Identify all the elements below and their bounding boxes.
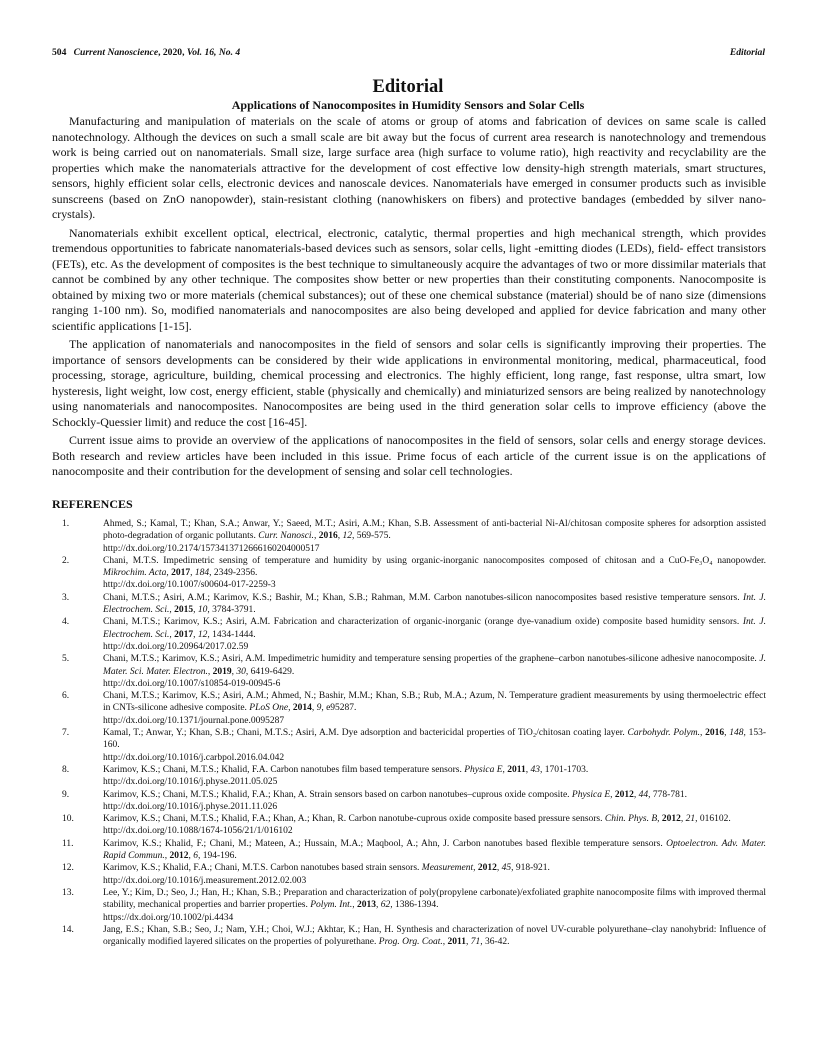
reference-doi-link[interactable]: http://dx.doi.org/10.1007/s00604-017-2259-3 — [103, 580, 276, 591]
reference-number: 12. — [62, 863, 74, 874]
reference-text: Kamal, T.; Anwar, Y.; Khan, S.B.; Chani, M.T.S.; Asiri, A.M. Dye adsorption and bactericidal properties of TiO₂/chitosan coating layer. Carbohydr. Polym., 2016, 148, 153-160. http://dx.doi.org/10.1016/j.carbpol.2016.04.042 — [103, 728, 767, 763]
reference-text: Ahmed, S.; Kamal, T.; Khan, S.A.; Anwar, Y.; Saeed, M.T.; Asiri, A.M.; Khan, S.B. Assessment of anti-bacterial Ni-Al/chitosan composite spheres for adsorption assisted photo-degradation of organic pollutants. Curr. Nanosci., 2016, 12, 569-575. http://dx.doi.org/10.2174/1573413712666160204000517 — [103, 519, 766, 554]
reference-doi-link[interactable]: http://dx.doi.org/10.1016/j.measurement.2012.02.003 — [103, 875, 307, 886]
paragraph: Current issue aims to provide an overview of the applications of nanocomposites in the field of sensors, solar cells and energy storage devices. Both research and review articles have been included in this issue. Prime focus of each article of the current issue is on the applications of nanocomposite and their contribution for the development of sensing and solar cell technologies. — [52, 433, 766, 478]
reference-authors-title: Chani, M.T.S. Impedimetric sensing of temperature and humidity by using organic-inorganic nanocomposites composed of chitosan and a CuO-Fe₃O₄ nanopowder. — [103, 555, 766, 566]
reference-text: Lee, Y.; Kim, D.; Seo, J.; Han, H.; Khan, S.B.; Preparation and characterization of poly(propylene carbonate)/exfoliated graphite nanocomposite films with improved thermal stability, mechanical properties and barrier properties. Polym. Int., 2013, 62, 1386-1394. https://dx.doi.org/10.1002/pi.4434 — [103, 887, 766, 923]
reference-number: 13. — [62, 887, 74, 898]
reference-doi-link[interactable]: http://dx.doi.org/10.20964/2017.02.59 — [103, 641, 249, 652]
reference-pages: 1434-1444. — [212, 629, 256, 640]
reference-text: Karimov, K.S.; Khalid, F.A.; Chani, M.T.S. Carbon nanotubes based strain sensors. Measurement, 2012, 45, 918-921. http://dx.doi.org/10.1016/j.measurement.2012.02.003 — [103, 862, 766, 887]
reference-authors-title: Chani, M.T.S.; Karimov, K.S.; Asiri, A.M.; Ahmed, N.; Bashir, M.M.; Khan, S.B.; Rub, M.A.; Azum, N. Temperature gradient measurements by using thermoelectric effect in CNTs-silicone adhesive composite. — [103, 691, 766, 714]
reference-authors-title: Lee, Y.; Kim, D.; Seo, J.; Han, H.; Khan, S.B.; Preparation and characterization of poly(propylene carbonate)/exfoliated graphite nanocomposite films with improved thermal stability, mechanical properties and barrier properties. — [103, 887, 766, 911]
reference-pages: 016102. — [699, 814, 731, 825]
reference-journal: Chin. Phys. B — [604, 814, 658, 825]
reference-doi-link[interactable]: http://dx.doi.org/10.1007/s10854-019-00945-6 — [103, 678, 281, 689]
reference-volume: 9 — [316, 703, 322, 714]
reference-pages: 1701-1703. — [544, 764, 589, 775]
article-body — [52, 114, 766, 483]
reference-doi-link[interactable]: http://dx.doi.org/10.1016/j.physe.2011.11.026 — [103, 801, 278, 812]
reference-year: 2017 — [174, 629, 194, 640]
reference-item — [52, 727, 766, 764]
reference-text: Karimov, K.S.; Khalid, F.; Chani, M.; Mateen, A.; Hussain, M.A.; Maqbool, A.; Ahn, J. Carbon nanotubes based flexible temperature sensors. Optoelectron. Adv. Mater. Rapid Commun., 2012, 6, 194-196. — [103, 838, 766, 862]
reference-item — [52, 862, 766, 887]
reference-journal: Physica E — [571, 789, 611, 800]
reference-journal: Carbohydr. Polym. — [627, 728, 700, 739]
reference-journal: Prog. Org. Coat. — [378, 937, 443, 948]
reference-number: 3. — [62, 592, 70, 603]
reference-number: 11. — [62, 838, 74, 849]
reference-text: Karimov, K.S.; Chani, M.T.S.; Khalid, F.A.; Khan, A.; Khan, R. Carbon nanotube-cuprous oxide composite based pressure sensors. Chin. Phys. B, 2012, 21, 016102. http://dx.doi.org/10.1088/1674-1056/21/1/016102 — [103, 813, 766, 838]
reference-item — [52, 653, 766, 690]
reference-year: 2017 — [171, 568, 191, 579]
reference-authors-title: Karimov, K.S.; Chani, M.T.S.; Khalid, F.A.; Khan, A. Strain sensors based on carbon nanotubes–cuprous oxide composite. — [103, 789, 572, 800]
reference-pages: 2349-2356. — [213, 568, 258, 579]
reference-doi-link[interactable]: http://dx.doi.org/10.1088/1674-1056/21/1/016102 — [103, 826, 293, 837]
reference-authors-title: Jang, E.S.; Khan, S.B.; Seo, J.; Nam, Y.H.; Choi, W.J.; Akhtar, K.; Han, H. Synthesis and characterization of novel UV-curable polyurethane–clay nanohybrid: Influence of organically modified layered silicates on the properties of polyurethane. — [103, 924, 766, 948]
journal-volume: Vol. 16, No. 4 — [186, 47, 241, 58]
reference-year: 2012 — [169, 851, 189, 862]
reference-year: 2012 — [477, 863, 497, 874]
reference-text: Karimov, K.S.; Chani, M.T.S.; Khalid, F.A.; Khan, A. Strain sensors based on carbon nanotubes–cuprous oxide composite. Physica E, 2012, 44, 778-781. http://dx.doi.org/10.1016/j.physe.2011.11.026 — [103, 789, 766, 814]
reference-year: 2015 — [174, 605, 194, 616]
paragraph: Nanomaterials exhibit excellent optical, electrical, electronic, catalytic, thermal properties and high mechanical strength, which provides tremendous opportunities to fabricate nanomaterials-based devices such as sensors, solar cells, light -emitting diodes (LEDs), field- effect transistors (FETs), etc. As the development of composites is the best technique to simultaneously acquire the advantages of two or more dissimilar materials that cannot be combined by any other technique. The composites show better or new properties than their constituting components. Nanocomposite is obtained by mixing two or more materials (chemical substances); out of these one chemical substance (material) should be of nano size (dimensions ranging 1-100 nm). So, modified nanomaterials and nanocomposites are also being developed and applied for device fabrication and many other scientific applications [1-15]. — [52, 225, 766, 333]
reference-authors-title: Chani, M.T.S.; Karimov, K.S.; Asiri, A.M. Impedimetric humidity and temperature sensing properties of the graphene–carbon nanotubes-silicone adhesive nanocomposite. — [103, 654, 760, 665]
reference-text: Karimov, K.S.; Chani, M.T.S.; Khalid, F.A. Carbon nanotubes film based temperature sensors. Physica E, 2011, 43, 1701-1703. http://dx.doi.org/10.1016/j.physe.2011.05.025 — [103, 764, 766, 789]
article-subtitle: Applications of Nanocomposites in Humidity Sensors and Solar Cells — [231, 98, 585, 112]
reference-authors-title: Kamal, T.; Anwar, Y.; Khan, S.B.; Chani, M.T.S.; Asiri, A.M. Dye adsorption and bactericidal properties of TiO₂/chitosan coating layer. — [103, 728, 628, 739]
page-title: Editorial — [372, 77, 444, 97]
reference-number: 7. — [62, 728, 70, 739]
reference-item — [52, 838, 766, 863]
reference-authors-title: Karimov, K.S.; Khalid, F.A.; Chani, M.T.S. Carbon nanotubes based strain sensors. — [103, 863, 422, 874]
reference-item — [52, 518, 766, 555]
reference-item — [52, 616, 766, 653]
reference-journal: J. Mater. Sci. Mater. Electron. — [103, 654, 766, 677]
reference-item — [52, 764, 766, 789]
reference-volume: 30 — [236, 666, 246, 677]
reference-number: 6. — [62, 691, 70, 702]
reference-year: 2013 — [356, 900, 376, 911]
reference-pages: e95287. — [326, 703, 357, 714]
reference-item — [52, 924, 766, 949]
reference-doi-link[interactable]: http://dx.doi.org/10.1016/j.carbpol.2016.04.042 — [103, 752, 285, 763]
reference-year: 2016 — [318, 531, 338, 542]
reference-volume: 10 — [197, 605, 208, 616]
reference-year: 2014 — [292, 703, 312, 714]
references-heading: REFERENCES — [52, 497, 133, 511]
reference-number: 2. — [62, 555, 70, 566]
reference-number: 5. — [62, 654, 70, 665]
reference-pages: 918-921. — [515, 863, 550, 874]
journal-citation — [52, 47, 240, 58]
page-number: 504 — [52, 47, 67, 58]
reference-number: 1. — [62, 519, 70, 529]
reference-authors-title: Chani, M.T.S.; Karimov, K.S.; Asiri, A.M. Fabrication and characterization of organic-inorganic (orange dye-vanadium oxide) composite based humidity sensors. — [103, 617, 743, 628]
running-header — [52, 47, 765, 58]
reference-text: Chani, M.T.S.; Karimov, K.S.; Asiri, A.M. Impedimetric humidity and temperature sensing properties of the graphene–carbon nanotubes-silicone adhesive nanocomposite. J. Mater. Sci. Mater. Electron., 2019, 30, 6419-6429. http://dx.doi.org/10.1007/s10854-019-00945-6 — [103, 654, 766, 689]
reference-volume: 12 — [197, 629, 208, 640]
reference-text: Chani, M.T.S.; Karimov, K.S.; Asiri, A.M. Fabrication and characterization of organic-inorganic (orange dye-vanadium oxide) composite based humidity sensors. Int. J. Electrochem. Sci., 2017, 12, 1434-1444. http://dx.doi.org/10.20964/2017.02.59 — [103, 617, 766, 652]
reference-item — [52, 789, 766, 814]
reference-number: 10. — [62, 814, 74, 825]
reference-authors-title: Karimov, K.S.; Chani, M.T.S.; Khalid, F.A.; Khan, A.; Khan, R. Carbon nanotube-cuprous oxide composite based pressure sensors. — [103, 814, 605, 825]
reference-pages: 194-196. — [202, 851, 237, 862]
reference-year: 2011 — [447, 937, 466, 948]
reference-journal: Polym. Int. — [310, 900, 353, 911]
reference-item — [52, 592, 766, 617]
reference-volume: 45 — [501, 863, 512, 874]
reference-year: 2011 — [507, 764, 526, 775]
reference-journal: Curr. Nanosci. — [258, 531, 314, 542]
reference-authors-title: Chani, M.T.S.; Asiri, A.M.; Karimov, K.S.; Bashir, M.; Khan, S.B.; Rahman, M.M. Carbon nanotubes-silicon nanocomposites based resistive temperature sensors. — [103, 592, 744, 603]
reference-text: Jang, E.S.; Khan, S.B.; Seo, J.; Nam, Y.H.; Choi, W.J.; Akhtar, K.; Han, H. Synthesis and characterization of novel UV-curable polyurethane–clay nanohybrid: Influence of organically modified layered silicates on the properties of polyurethane. Prog. Org. Coat., 2011, 71, 36-42. — [103, 924, 766, 948]
reference-volume: 12 — [342, 531, 352, 542]
reference-pages: 1386-1394. — [394, 900, 439, 911]
reference-item — [52, 690, 766, 727]
reference-text: Chani, M.T.S. Impedimetric sensing of temperature and humidity by using organic-inorganic nanocomposites composed of chitosan and a CuO-Fe₃O₄ nanopowder. Mikrochim. Acta, 2017, 184, 2349-2356. http://dx.doi.org/10.1007/s00604-017-2259-3 — [103, 555, 766, 591]
reference-volume: 71 — [470, 937, 481, 948]
journal-year: , 2020, — [158, 47, 187, 58]
reference-journal: Measurement — [421, 863, 474, 874]
reference-number: 14. — [62, 924, 74, 935]
reference-pages: 153-160. — [103, 728, 767, 751]
reference-authors-title: Karimov, K.S.; Khalid, F.; Chani, M.; Mateen, A.; Hussain, M.A.; Maqbool, A.; Ahn, J. Carbon nanotubes based flexible temperature sensors. — [103, 838, 667, 849]
reference-item — [52, 555, 766, 592]
reference-volume: 21 — [685, 814, 696, 825]
reference-year: 2012 — [614, 789, 634, 800]
reference-volume: 148 — [729, 728, 744, 739]
reference-number: 9. — [62, 789, 70, 800]
paragraph: The application of nanomaterials and nanocomposites in the field of sensors and solar cells is significantly improving their properties. The importance of sensors developments can be considered by their wide applications in environmental monitoring, medical, pharmaceutical, food processing, storage, agriculture, building, chemical processing and electronics. The highly efficient, long range, fast response, ultra smart, low hysteresis, light weight, low cost, energy efficient, stable (physically and chemically) and miniaturized sensors are being realized by nanotechnology using nanomaterials and nanocomposites. Nanocomposites are being used in the third generation solar cells to improve efficiency (above the Schockly-Quessier limit) and reduce the cost [16-45]. — [52, 337, 766, 429]
reference-text: Chani, M.T.S.; Asiri, A.M.; Karimov, K.S.; Bashir, M.; Khan, S.B.; Rahman, M.M. Carbon nanotubes-silicon nanocomposites based resistive temperature sensors. Int. J. Electrochem. Sci., 2015, 10, 3784-3791. — [103, 592, 766, 616]
reference-journal: PLoS One — [249, 703, 289, 714]
journal-name: Current Nanoscience — [73, 47, 159, 58]
reference-doi-link[interactable]: https://dx.doi.org/10.1002/pi.4434 — [103, 912, 234, 923]
reference-journal: Int. J. Electrochem. Sci. — [103, 592, 766, 616]
reference-doi-link[interactable]: http://dx.doi.org/10.2174/1573413712666160204000517 — [103, 543, 320, 554]
reference-number: 8. — [62, 764, 70, 775]
reference-pages: 6419-6429. — [250, 666, 295, 677]
reference-journal: Mikrochim. Acta — [103, 568, 167, 579]
paragraph: Manufacturing and manipulation of materials on the scale of atoms or group of atoms and fabrication of devices on same scale is called nanotechnology. Although the devices on such a small scale are bit away but the focus of current area research is nanotechnology and tremendous work is being carried out on nanomaterials. Small size, large surface area (high surface to volume ratio), high reactivity and recyclability are the properties which make the nanomaterials attractive for the development of cost effective low density-high strength materials, smart structures, sensors, highly efficient solar cells, electronic devices and nanoscale devices. Nanomaterials have emerged in consumer products such as invisible sunscreens (based on ZnO nanopowder), stain-resistant clothing (nanowhiskers on fibers) and protective bandages (embedded by silver nano-crystals). — [52, 114, 766, 221]
reference-volume: 6 — [193, 851, 198, 862]
reference-journal: Physica E — [464, 764, 503, 775]
section-label: Editorial — [729, 47, 765, 58]
reference-doi-link[interactable]: http://dx.doi.org/10.1371/journal.pone.0095287 — [103, 715, 285, 726]
reference-pages: 3784-3791. — [212, 605, 256, 616]
reference-year: 2012 — [661, 814, 681, 825]
reference-text: Chani, M.T.S.; Karimov, K.S.; Asiri, A.M.; Ahmed, N.; Bashir, M.M.; Khan, S.B.; Rub, M.A.; Azum, N. Temperature gradient measurements by using thermoelectric effect in CNTs-silicone adhesive composite. PLoS One, 2014, 9, e95287. http://dx.doi.org/10.1371/journal.pone.0095287 — [103, 691, 766, 726]
reference-journal: Optoelectron. Adv. Mater. Rapid Commun. — [103, 838, 766, 862]
reference-volume: 43 — [530, 764, 540, 775]
reference-doi-link[interactable]: http://dx.doi.org/10.1016/j.physe.2011.05.025 — [103, 777, 278, 788]
reference-pages: 36-42. — [484, 937, 510, 948]
reference-volume: 62 — [380, 900, 391, 911]
reference-journal: Int. J. Electrochem. Sci. — [103, 617, 766, 640]
reference-list — [52, 518, 766, 948]
reference-volume: 44 — [638, 789, 649, 800]
reference-authors-title: Karimov, K.S.; Chani, M.T.S.; Khalid, F.A. Carbon nanotubes film based temperature sensors. — [103, 764, 465, 775]
reference-item — [52, 887, 766, 924]
reference-volume: 184 — [194, 568, 210, 579]
reference-year: 2019 — [212, 666, 232, 677]
reference-pages: 778-781. — [652, 789, 687, 800]
reference-authors-title: Ahmed, S.; Kamal, T.; Khan, S.A.; Anwar, Y.; Saeed, M.T.; Asiri, A.M.; Khan, S.B. Assessment of anti-bacterial Ni-Al/chitosan composite spheres for adsorption assisted photo-degradation of organic pollutants. — [103, 519, 766, 542]
reference-year: 2016 — [705, 728, 725, 739]
reference-number: 4. — [62, 617, 70, 628]
reference-item — [52, 813, 766, 838]
reference-pages: 569-575. — [356, 531, 391, 542]
